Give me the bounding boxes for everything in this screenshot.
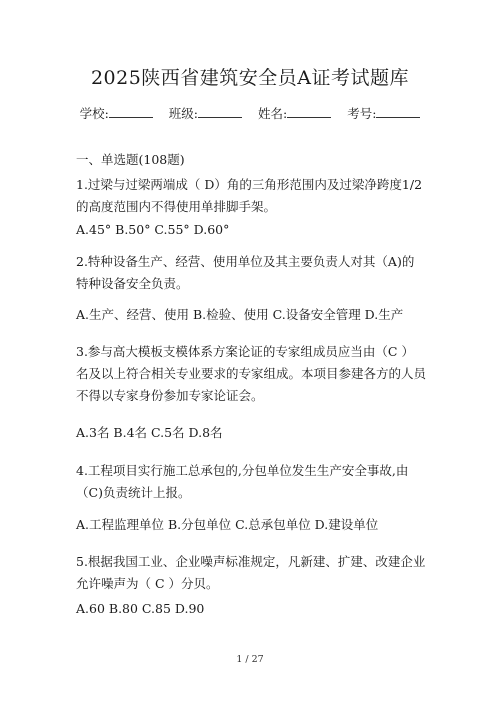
- question-options: A.45° B.50° C.55° D.60°: [76, 222, 230, 237]
- school-label: 学校:: [79, 106, 109, 121]
- section-heading: 一、单选题(108题): [76, 152, 185, 167]
- question-options: A.60 B.80 C.85 D.90: [76, 601, 205, 616]
- question-options: A.3名 B.4名 C.5名 D.8名: [76, 425, 223, 440]
- question-options: A.工程监理单位 B.分包单位 C.总承包单位 D.建设单位: [76, 517, 379, 532]
- name-label: 姓名:: [257, 106, 288, 121]
- class-blank: [198, 107, 242, 118]
- exam-no-blank: [376, 107, 420, 118]
- exam-no-label: 考号:: [347, 106, 377, 121]
- question-text: 1.过梁与过梁两端成（ D）角的三角形范围内及过梁净跨度1/2的高度范围内不得使用单排脚手架。: [76, 177, 423, 214]
- question-text: 2.特种设备生产、经营、使用单位及其主要负责人对其（A)的特种设备安全负责。: [76, 254, 415, 291]
- question-text: 3.参与高大模板支模体系方案论证的专家组成员应当由（C ）名及以上符合相关专业要求的专家组成。本项目参建各方的人员不得以专家身份参加专家论证会。: [76, 344, 427, 403]
- question-text: 4.工程项目实行施工总承包的,分包单位发生生产安全事故,由（C)负责统计上报。: [76, 463, 409, 500]
- page-title: 2025陕西省建筑安全员A证考试题库: [90, 67, 410, 89]
- question-text: 5.根据我国工业、企业噪声标准规定，凡新建、扩建、改建企业允许噪声为（ C ）分贝。: [76, 554, 426, 591]
- name-blank: [287, 107, 331, 118]
- question-options: A.生产、经营、使用 B.检验、使用 C.设备安全管理 D.生产: [76, 307, 404, 322]
- page-number: 1 / 27: [236, 654, 264, 665]
- school-blank: [109, 107, 153, 118]
- class-label: 班级:: [168, 106, 198, 121]
- student-info-line: [0, 104, 500, 122]
